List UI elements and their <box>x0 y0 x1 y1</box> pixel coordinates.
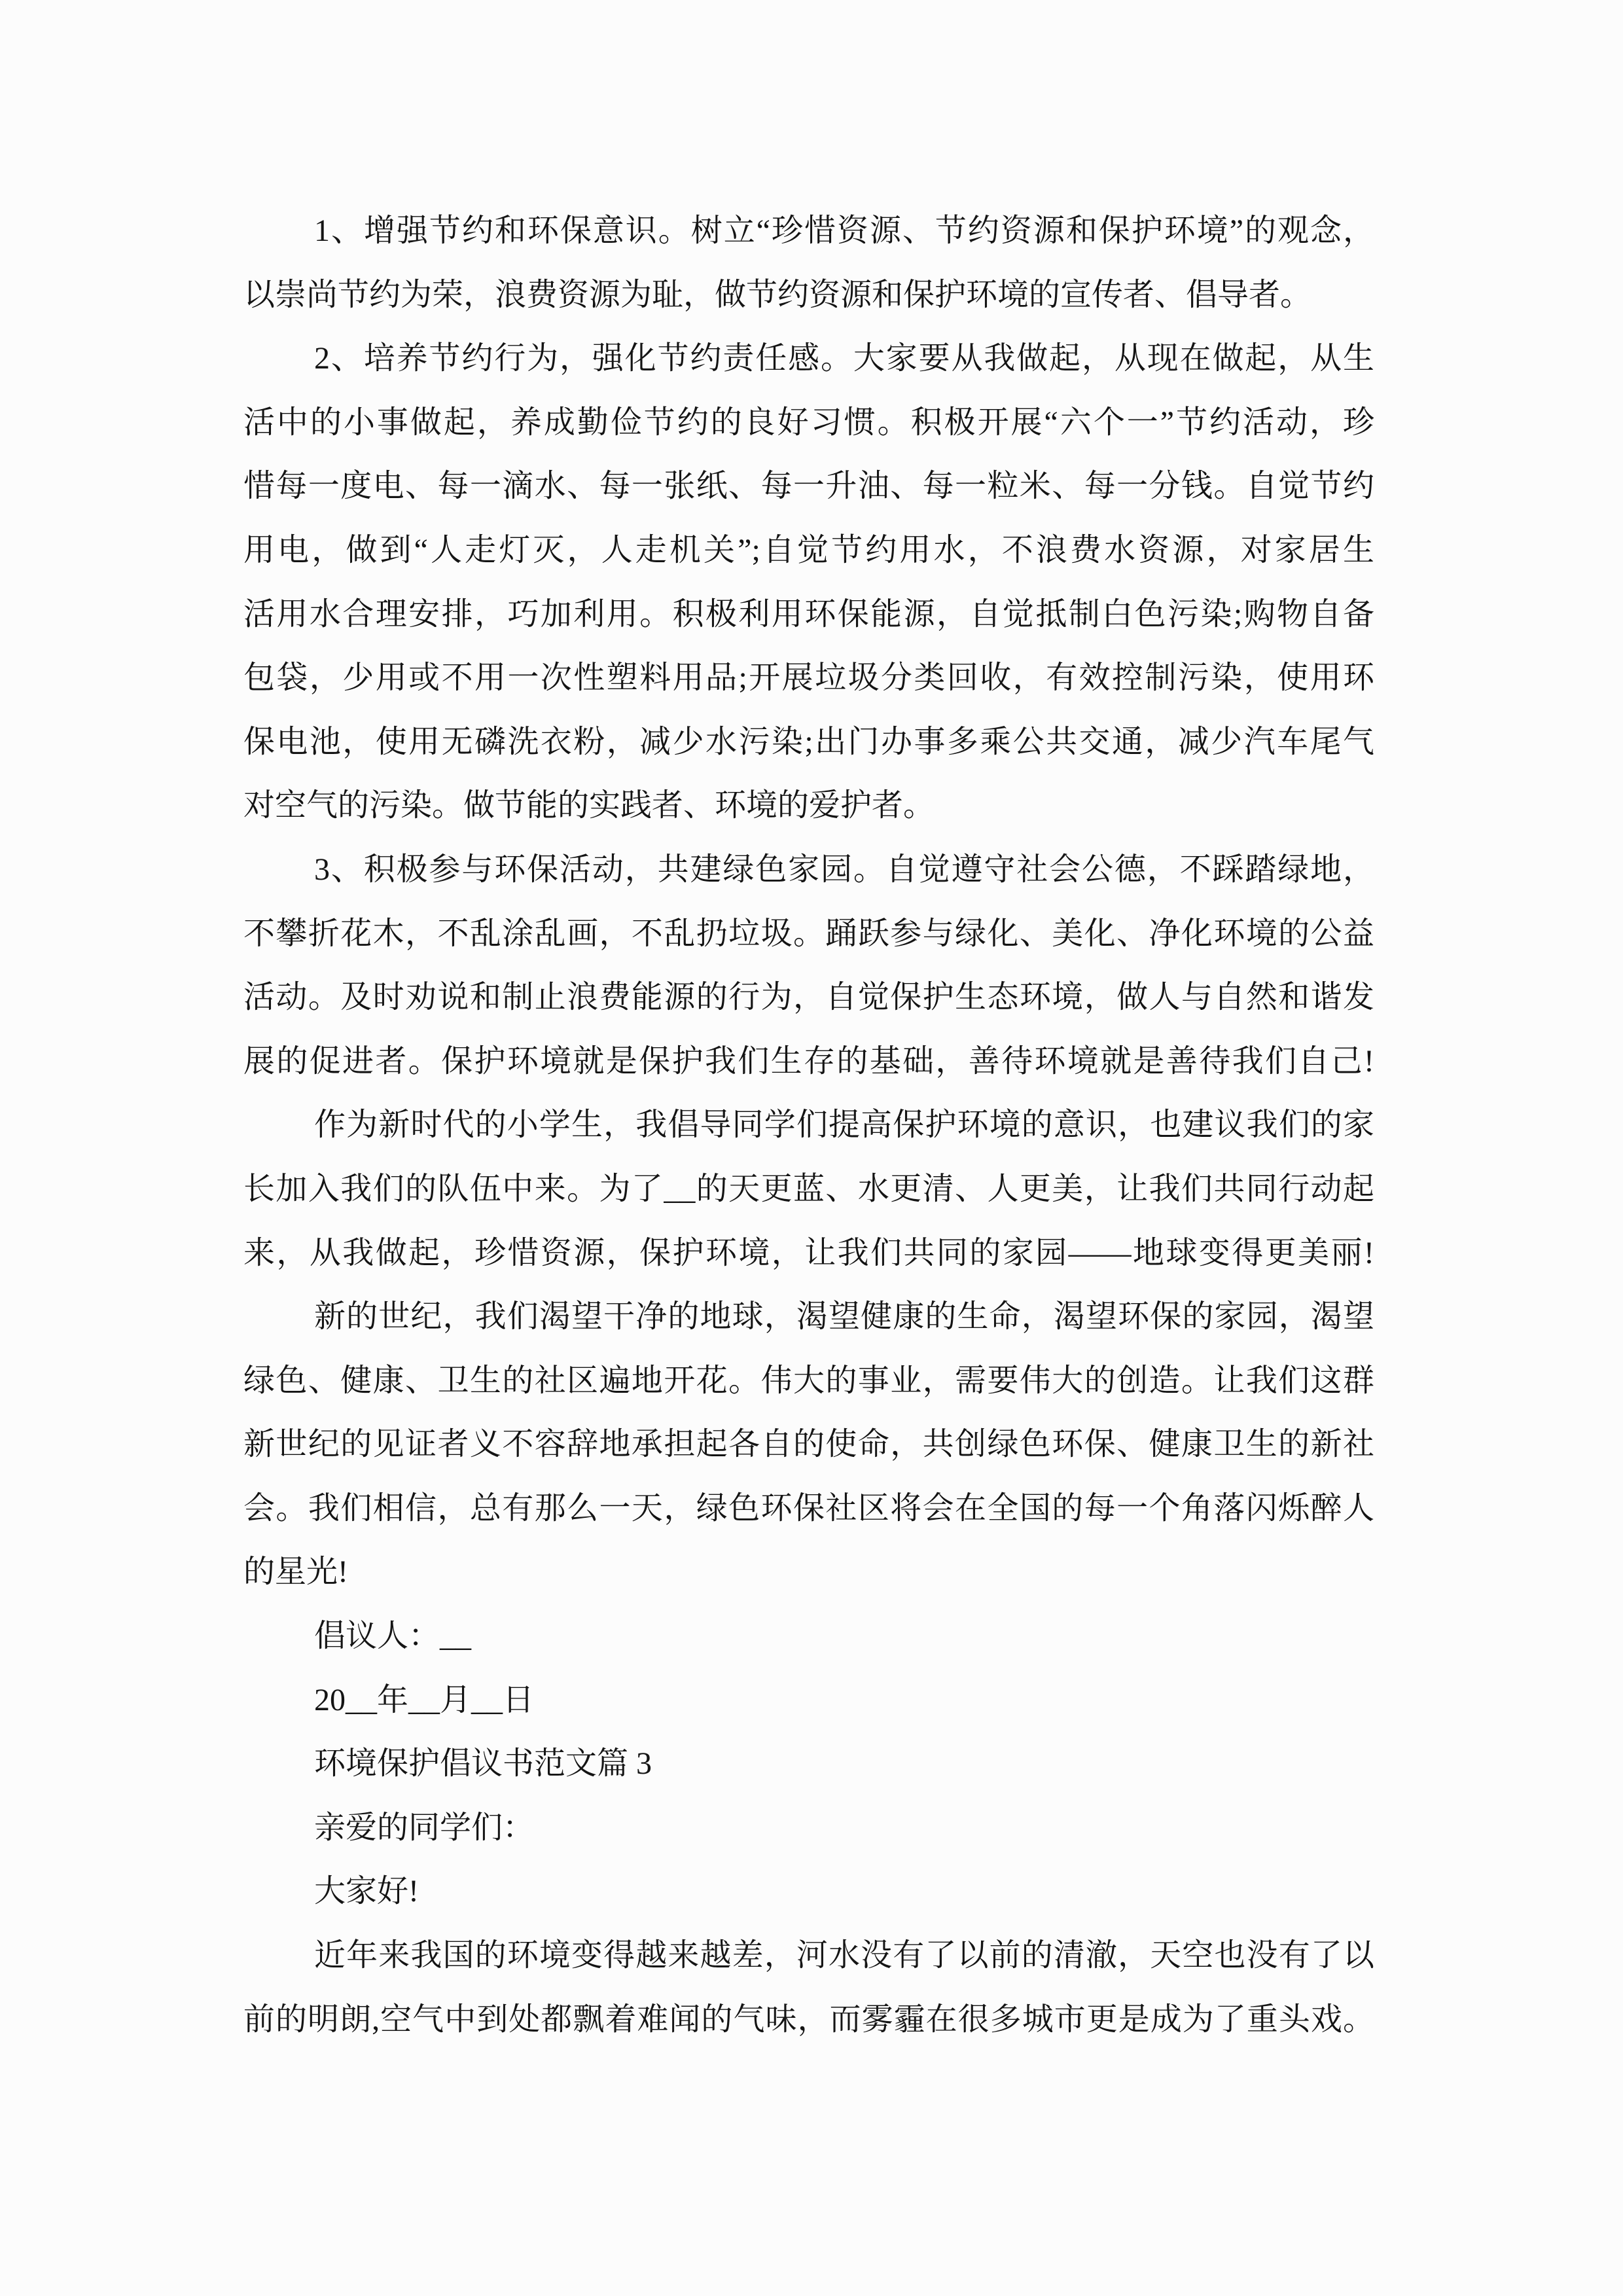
text-line: 作为新时代的小学生，我倡导同学们提高保护环境的意识，也建议我们的家 <box>314 1107 1374 1143</box>
text-line: 长加入我们的队伍中来。为了__的天更蓝、水更清、人更美，让我们共同行动起 <box>243 1171 1374 1206</box>
document-body <box>243 199 1374 2051</box>
text-line: 保电池，使用无磷洗衣粉，减少水污染;出门办事多乘公共交通，减少汽车尾气 <box>243 724 1374 759</box>
text-line: 惜每一度电、每一滴水、每一张纸、每一升油、每一粒米、每一分钱。自觉节约 <box>243 469 1374 504</box>
text-line: 亲爱的同学们： <box>314 1810 535 1845</box>
text-line: 2、培养节约行为，强化节约责任感。大家要从我做起，从现在做起，从生 <box>314 341 1374 376</box>
text-line: 对空气的污染。做节能的实践者、环境的爱护者。 <box>243 788 935 823</box>
text-line: 活中的小事做起，养成勤俭节约的良好习惯。积极开展“六个一”节约活动，珍 <box>243 404 1374 440</box>
text-line: 活动。及时劝说和制止浪费能源的行为，自觉保护生态环境，做人与自然和谐发 <box>243 980 1374 1015</box>
text-line: 绿色、健康、卫生的社区遍地开花。伟大的事业，需要伟大的创造。让我们这群 <box>243 1363 1374 1398</box>
text-line: 倡议人：__ <box>314 1619 472 1654</box>
text-line: 包袋，少用或不用一次性塑料用品;开展垃圾分类回收，有效控制污染，使用环 <box>243 660 1374 696</box>
text-line: 以崇尚节约为荣，浪费资源为耻，做节约资源和保护环境的宣传者、倡导者。 <box>243 277 1312 312</box>
text-line: 用电，做到“人走灯灭，人走机关”;自觉节约用水，不浪费水资源，对家居生 <box>243 532 1374 567</box>
text-line: 来，从我做起，珍惜资源，保护环境，让我们共同的家园——地球变得更美丽! <box>243 1235 1374 1270</box>
text-line: 新的世纪，我们渴望干净的地球，渴望健康的生命，渴望环保的家园，渴望 <box>314 1299 1374 1335</box>
text-line: 3、积极参与环保活动，共建绿色家园。自觉遵守社会公德，不踩踏绿地， <box>314 852 1374 887</box>
text-line: 前的明朗,空气中到处都飘着难闻的气味，而雾霾在很多城市更是成为了重头戏。 <box>243 2001 1374 2037</box>
text-line: 近年来我国的环境变得越来越差，河水没有了以前的清澈，天空也没有了以 <box>314 1938 1374 1973</box>
text-line: 展的促进者。保护环境就是保护我们生存的基础，善待环境就是善待我们自己! <box>243 1043 1374 1079</box>
text-line: 的星光! <box>243 1554 348 1590</box>
text-line: 环境保护倡议书范文篇 3 <box>314 1746 652 1782</box>
text-line: 不攀折花木，不乱涂乱画，不乱扔垃圾。踊跃参与绿化、美化、净化环境的公益 <box>243 916 1374 951</box>
text-line: 大家好! <box>314 1874 419 1909</box>
text-line: 20__年__月__日 <box>314 1682 535 1717</box>
text-line: 活用水合理安排，巧加利用。积极利用环保能源，自觉抵制白色污染;购物自备 <box>243 596 1374 632</box>
text-line: 新世纪的见证者义不容辞地承担起各自的使命，共创绿色环保、健康卫生的新社 <box>243 1427 1374 1462</box>
text-line: 1、增强节约和环保意识。树立“珍惜资源、节约资源和保护环境”的观念， <box>314 213 1374 248</box>
text-line: 会。我们相信，总有那么一天，绿色环保社区将会在全国的每一个角落闪烁醉人 <box>243 1490 1374 1526</box>
